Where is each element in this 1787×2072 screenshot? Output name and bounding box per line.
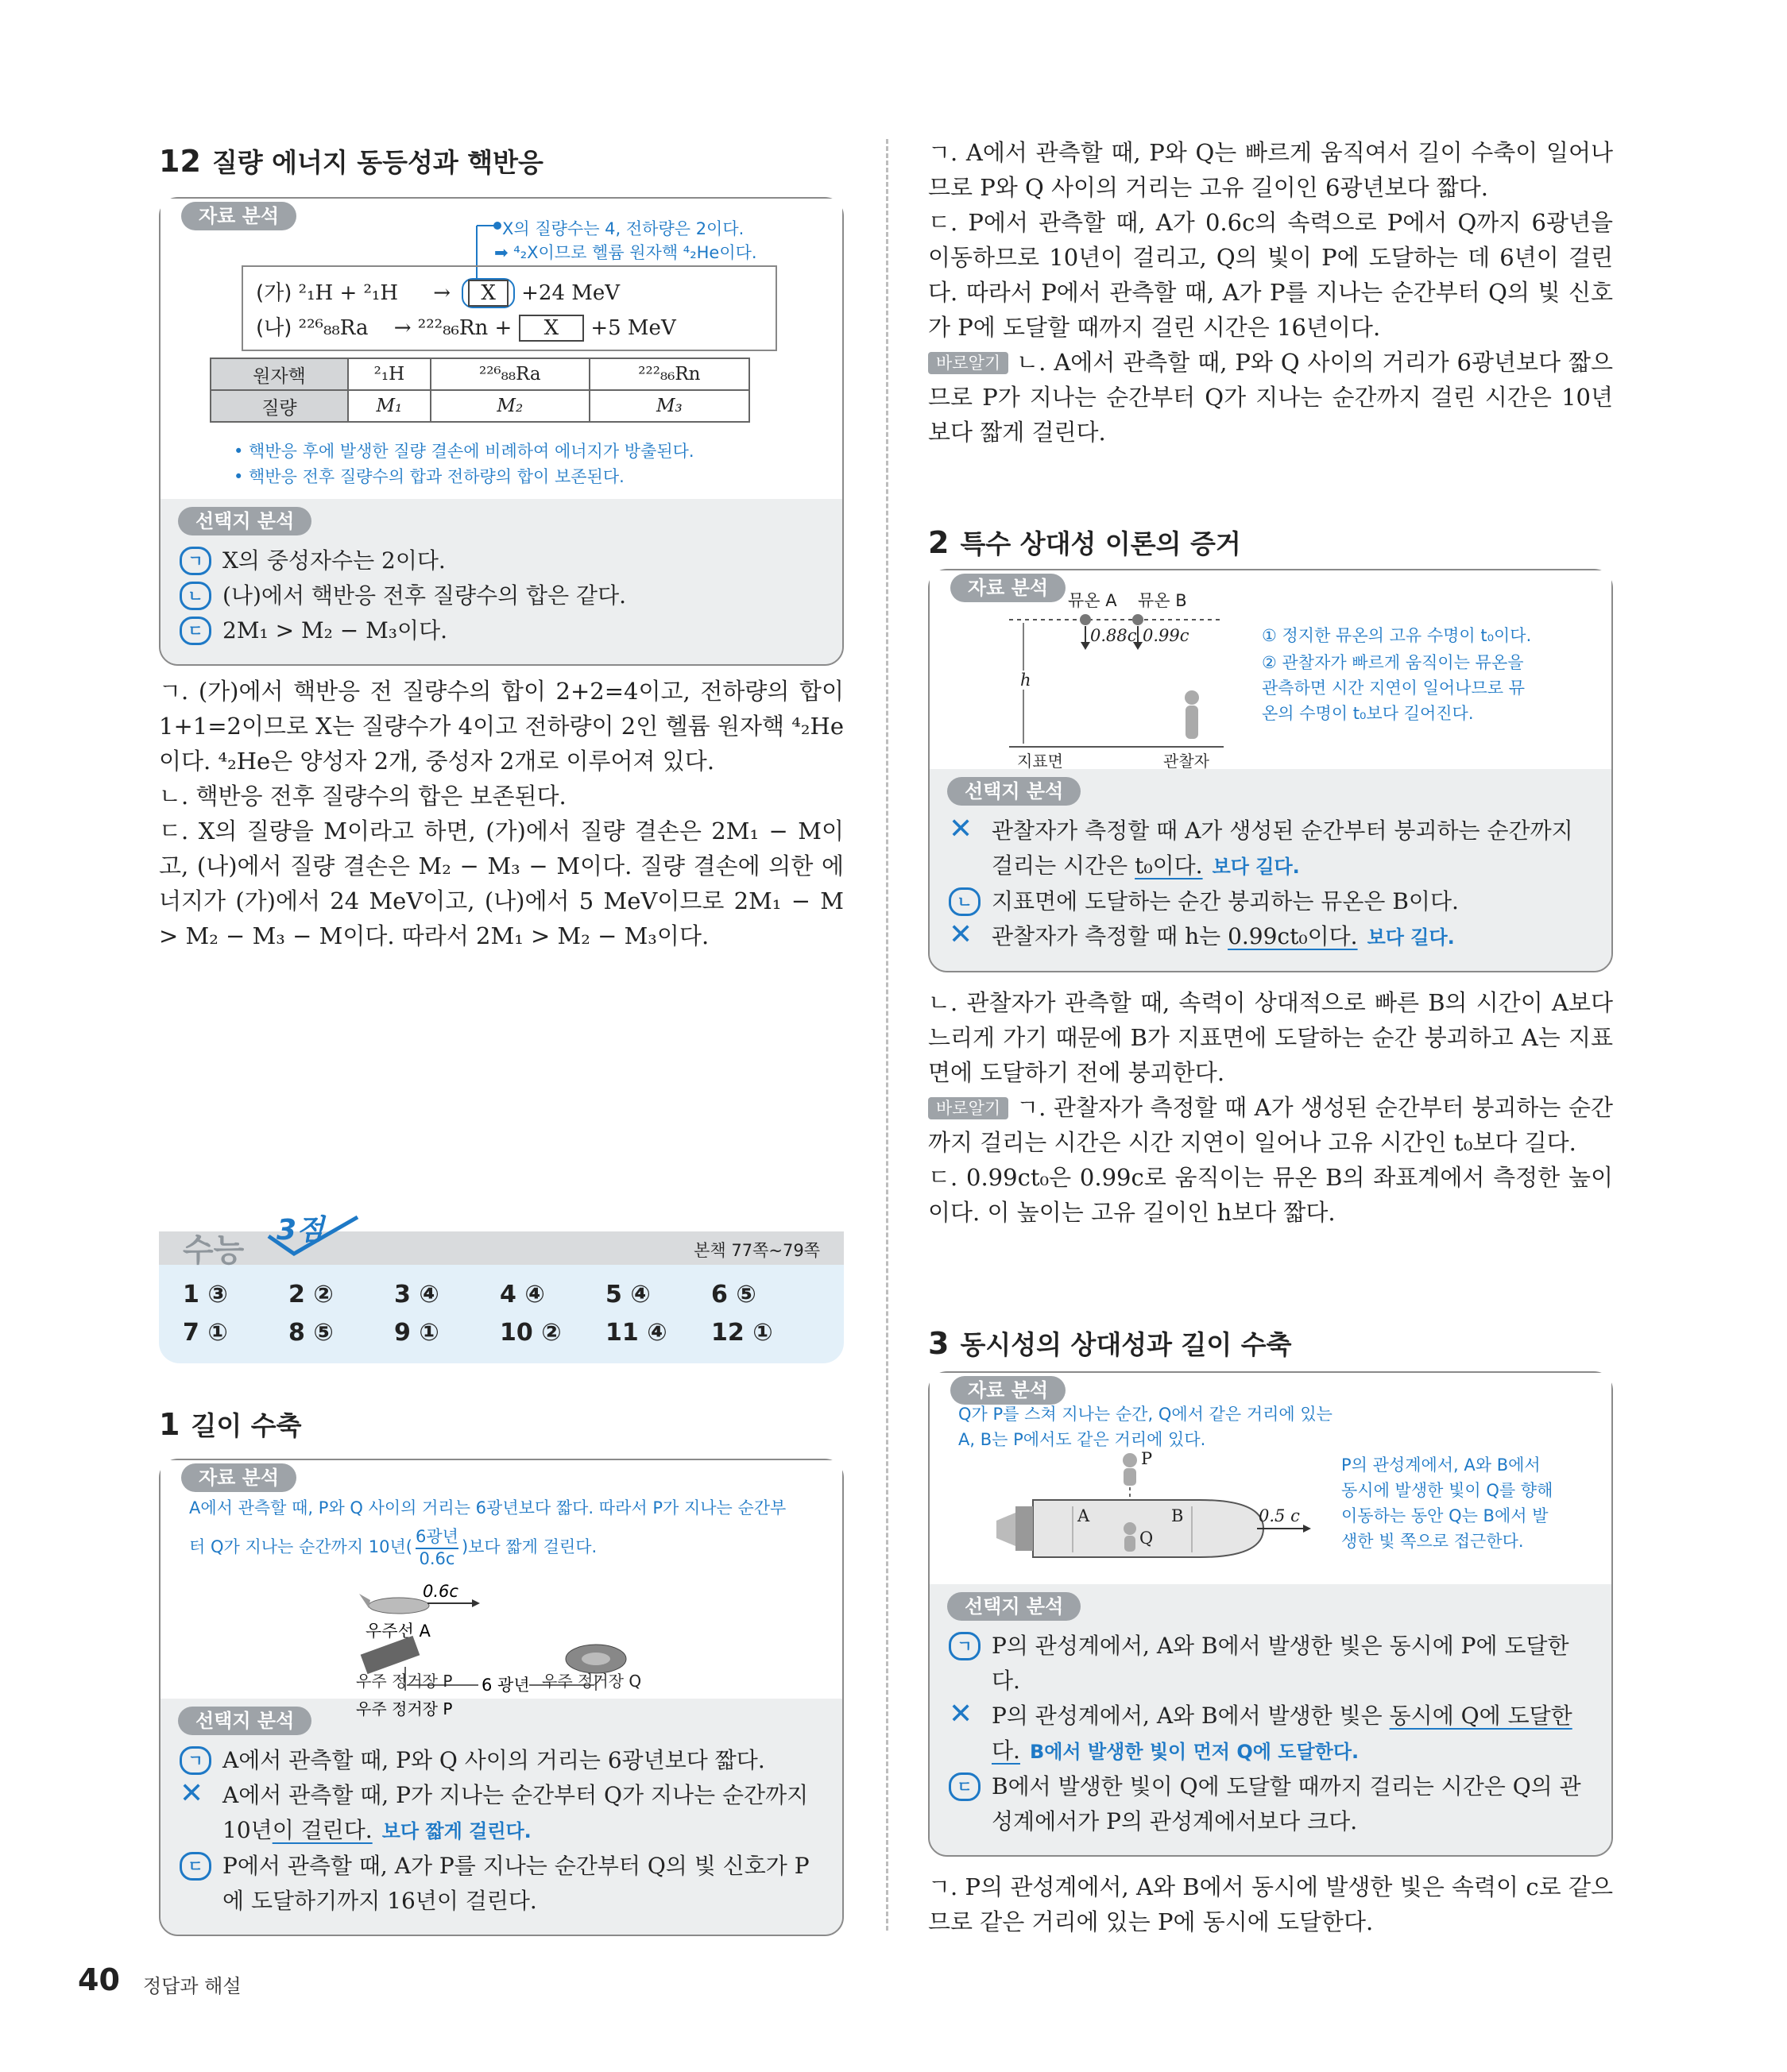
q1-diagram — [161, 1460, 844, 1718]
speed-label: 0.6c — [423, 1582, 458, 1601]
correct-tag: 바로알기 — [928, 352, 1008, 374]
choice-item: ㄷ 2M₁ > M₂ − M₃이다. — [178, 613, 825, 648]
muon-b-icon — [1132, 614, 1143, 625]
correct-mark-icon: ㄷ — [180, 617, 211, 645]
note-proper-lifetime: ① 정지한 뮤온의 고유 수명이 t₀이다. — [1262, 626, 1532, 645]
ground-label: 지표면 — [1017, 752, 1063, 771]
q1-desc-line1: A에서 관측할 때, P와 Q 사이의 거리는 6광년보다 짧다. 따라서 P가 지나는 순간부 — [189, 1498, 787, 1517]
correct-mark-icon: ㄱ — [949, 1632, 981, 1660]
speed-a-label: 0.88c — [1090, 626, 1137, 645]
data-analysis-label: 자료 분석 — [181, 1463, 296, 1492]
q2-data-area — [930, 570, 1611, 769]
correct-mark-icon: ㄷ — [949, 1772, 981, 1801]
page-number: 40 — [78, 1962, 120, 1997]
correct-mark-icon: ㄱ — [180, 1746, 211, 1775]
q3-side-note-1: P의 관성계에서, A와 B에서 — [1341, 1455, 1541, 1475]
observer-label: 관찰자 — [1163, 752, 1209, 771]
wrong-mark-icon: ✕ — [949, 813, 973, 845]
q3-choices — [930, 1584, 1611, 1855]
q2-explanation-1: ㄴ. 관찰자가 관측할 때, 속력이 상대적으로 빠른 B의 시간이 A보다 느리게 가기 때문에 B가 지표면에 도달하는 순간 붕괴하고 A는 지표면에 도달하기 전에 붕괴한다. — [928, 989, 1613, 1086]
correct-mark-icon: ㄴ — [180, 582, 211, 610]
table-header-cell: ²₁H — [348, 358, 431, 390]
table-header-cell: 원자핵 — [211, 358, 348, 390]
q2-box — [928, 569, 1613, 972]
choice-analysis-label: 선택지 분석 — [947, 1592, 1081, 1621]
choice-analysis-label: 선택지 분석 — [947, 777, 1081, 806]
choice-item: ㄷ B에서 발생한 빛이 Q에 도달할 때까지 걸리는 시간은 Q의 관성계에서가 P의 관성계에서보다 크다. — [947, 1769, 1594, 1839]
wrong-mark-icon: ✕ — [949, 1698, 973, 1730]
footer-text: 정답과 해설 — [143, 1975, 242, 1997]
choice-analysis-label: 선택지 분석 — [178, 507, 311, 535]
q3-explanation-1: ㄱ. P의 관성계에서, A와 B에서 동시에 발생한 빛은 속력이 c로 같으므로 같은 거리에 있는 P에 동시에 도달한다. — [928, 1873, 1613, 1935]
q1-explanation-3: 바로알기 ㄴ. A에서 관측할 때, P와 Q 사이의 거리가 6광년보다 짧으므로 P가 지나는 순간부터 Q가 지나는 순간까지 걸린 시간은 10년보다 짧게 걸린다. — [928, 349, 1613, 446]
q3-side-note-2: 동시에 발생한 빛이 Q를 향해 — [1341, 1481, 1553, 1500]
distance-label: 6 광년 — [482, 1676, 530, 1695]
spaceship-icon — [359, 1594, 429, 1614]
right-column — [928, 135, 1613, 1935]
suneung-label: 수능 — [183, 1232, 245, 1269]
q3-desc-line1: Q가 P를 스쳐 지나는 순간, Q에서 같은 거리에 있는 — [958, 1405, 1333, 1424]
q2-explanation-2: 바로알기 ㄱ. 관찰자가 측정할 때 A가 생성된 순간부터 붕괴하는 순간까지 걸리는 시간은 시간 지연이 일어나 고유 시간인 t₀보다 길다. — [928, 1094, 1613, 1156]
muon-a-label: 뮤온 A — [1068, 591, 1117, 610]
q3-data-area — [930, 1373, 1611, 1584]
checkmark-icon — [262, 1212, 366, 1260]
station-p-label: 우주 정거장 P — [356, 1699, 453, 1718]
a-label: A — [1077, 1506, 1090, 1525]
q1-box — [159, 1459, 844, 1936]
q12-box — [159, 197, 844, 666]
bullet-conservation: • 핵반응 전후 질량수의 합과 전하량의 합이 보존된다. — [234, 467, 625, 486]
reaction-ga: (가) ²₁H + ²₁H → X +24 MeV — [256, 276, 620, 308]
q12-title: 12 질량 에너지 동등성과 핵반응 — [159, 144, 543, 179]
table-cell: M₃ — [590, 390, 749, 422]
callout-mass: X의 질량수는 4, 전하량은 2이다. — [502, 219, 745, 238]
height-label: h — [1020, 671, 1031, 690]
choice-analysis-label: 선택지 분석 — [178, 1707, 311, 1735]
note-dilation-1: ② 관찰자가 빠르게 움직이는 뮤온을 — [1262, 653, 1524, 672]
wrong-mark-icon: ✕ — [180, 1777, 204, 1810]
answer-row: 7 ① 8 ⑤ 9 ① 10 ② 11 ④ 12 ① — [183, 1319, 773, 1347]
q-label: Q — [1139, 1529, 1154, 1548]
q2-section — [928, 524, 1613, 1230]
q3-side-note-3: 이동하는 동안 Q는 B에서 발 — [1341, 1506, 1549, 1525]
muon-a-icon — [1080, 614, 1091, 625]
q12-explanation-2: ㄴ. 핵반응 전후 질량수의 합은 보존된다. — [159, 783, 567, 810]
choice-item: ✕ 관찰자가 측정할 때 h는 0.99ct₀이다. 보다 길다. — [949, 918, 1455, 951]
table-cell: M₂ — [431, 390, 590, 422]
q3-section — [928, 1325, 1613, 1939]
choice-item: ㄱ A에서 관측할 때, P와 Q 사이의 거리는 6광년보다 짧다. — [178, 1743, 825, 1778]
table-header-cell: ²²⁶₈₈Ra — [431, 358, 590, 390]
three-point-badge: 3점 — [277, 1214, 324, 1247]
b-label: B — [1171, 1506, 1184, 1525]
table-cell: 질량 — [211, 390, 348, 422]
speed-label: 0.5 c — [1259, 1506, 1300, 1525]
muon-b-label: 뮤온 B — [1138, 591, 1187, 610]
column-divider — [886, 139, 888, 1931]
answer-key — [159, 1214, 844, 1363]
q1-choices — [161, 1699, 842, 1935]
table-cell: M₁ — [348, 390, 431, 422]
q1-explanation-2: ㄷ. P에서 관측할 때, A가 0.6c의 속력으로 P에서 Q까지 6광년을 이동하므로 10년이 걸리고, Q의 빛이 P에 도달하는 데 6년이 걸린다. 따라서 P에서 관측할 때, A가 P를 지나는 순간부터 Q의 빛 신호가 P에 도달할 때까지 걸린 시간은 16년이다. — [928, 209, 1613, 341]
q2-title: 2 특수 상대성 이론의 증거 — [928, 525, 1241, 560]
reaction-box — [242, 265, 777, 351]
ship-label: 우주선 A — [366, 1622, 431, 1641]
answer-grid — [159, 1265, 844, 1363]
bullet-mass-defect: • 핵반응 후에 발생한 질량 결손에 비례하여 에너지가 방출된다. — [234, 442, 694, 461]
q2-choices — [930, 769, 1611, 971]
station-q-text: 우주 정거장 Q — [542, 1672, 642, 1691]
station-p-text: 우주 정거장 P — [356, 1672, 453, 1691]
correct-tag: 바로알기 — [928, 1097, 1008, 1119]
q12-data-area — [161, 199, 842, 499]
data-analysis-label: 자료 분석 — [950, 1376, 1066, 1405]
note-dilation-2: 관측하면 시간 지연이 일어나므로 뮤 — [1262, 678, 1525, 698]
choice-item: ㄴ 지표면에 도달하는 순간 붕괴하는 뮤온은 B이다. — [947, 884, 1594, 919]
choice-item: ㄱ X의 중성자수는 2이다. — [178, 543, 825, 578]
q3-desc-line2: A, B는 P에서도 같은 거리에 있다. — [958, 1430, 1206, 1449]
reaction-na: (나) ²²⁶₈₈Ra → ²²²₈₆Rn + X +5 MeV — [256, 316, 676, 340]
choice-item: ㄱ P의 관성계에서, A와 B에서 발생한 빛은 동시에 P에 도달한다. — [947, 1629, 1594, 1699]
answer-row: 1 ③ 2 ② 3 ④ 4 ④ 5 ④ 6 ⑤ — [183, 1281, 756, 1309]
astronaut-p-icon — [1123, 1453, 1137, 1486]
q1-title: 1 길이 수축 — [159, 1407, 302, 1442]
speed-b-label: 0.99c — [1143, 626, 1189, 645]
choice-item: ✕ A에서 관측할 때, P가 지나는 순간부터 Q가 지나는 순간까지 10년이 걸린다. 보다 짧게 걸린다. — [180, 1777, 809, 1843]
q3-side-note-4: 생한 빛 쪽으로 접근한다. — [1341, 1532, 1524, 1551]
choice-item: ✕ P의 관성계에서, A와 B에서 발생한 빛은 동시에 Q에 도달한다. B에서 발생한 빛이 먼저 Q에 도달한다. — [949, 1698, 1572, 1764]
q1-section — [159, 1406, 844, 1936]
q1-data-area — [161, 1460, 842, 1718]
correct-mark-icon: ㄷ — [180, 1852, 211, 1881]
q12-explanation-3: ㄷ. X의 질량을 M이라고 하면, (가)에서 질량 결손은 2M₁ − M이고, (나)에서 질량 결손은 M₂ − M₃ − M이다. 질량 결손에 의한 에너지가 (가)에서 24 MeV이고, (나)에서 5 MeV이므로 2M₁ − M > M₂ − M₃ − M이다. 따라서 2M₁ > M₂ − M₃이다. — [159, 818, 844, 949]
observer-icon — [1185, 690, 1199, 739]
data-analysis-label: 자료 분석 — [181, 202, 296, 230]
left-column — [159, 135, 844, 1914]
callout-helium: ➡ ⁴₂X이므로 헬륨 원자핵 ⁴₂He이다. — [494, 243, 757, 262]
choice-item: ㄴ (나)에서 핵반응 전후 질량수의 합은 같다. — [178, 578, 825, 613]
page-ref: 본책 77쪽~79쪽 — [694, 1241, 820, 1260]
q3-title: 3 동시성의 상대성과 길이 수축 — [928, 1326, 1292, 1361]
wrong-mark-icon: ✕ — [949, 918, 973, 951]
correct-mark-icon: ㄱ — [180, 547, 211, 575]
q2-explanation-3: ㄷ. 0.99ct₀은 0.99c로 움직이는 뮤온 B의 좌표계에서 측정한 높이이다. 이 높이는 고유 길이인 h보다 짧다. — [928, 1164, 1613, 1226]
note-dilation-3: 온의 수명이 t₀보다 길어진다. — [1262, 704, 1474, 723]
q12-choices — [161, 499, 842, 664]
p-label: P — [1141, 1449, 1153, 1468]
q12-explanation-1: ㄱ. (가)에서 핵반응 전 질량수의 합이 2+2=4이고, 전하량의 합이 1+1=2이므로 X는 질량수가 4이고 전하량이 2인 헬륨 원자핵 ⁴₂He이다. ⁴₂He은 양성자 2개, 중성자 2개로 이루어져 있다. — [159, 678, 844, 775]
q3-diagram — [930, 1373, 1343, 1584]
q1-explanation-1: ㄱ. A에서 관측할 때, P와 Q는 빠르게 움직여서 길이 수축이 일어나므로 P와 Q 사이의 거리는 고유 길이인 6광년보다 짧다. — [928, 139, 1613, 201]
choice-item: ㄷ P에서 관측할 때, A가 P를 지나는 순간부터 Q의 빛 신호가 P에 도달하기까지 16년이 걸린다. — [178, 1849, 825, 1919]
mass-table — [210, 358, 750, 423]
table-header-cell: ²²²₈₆Rn — [590, 358, 749, 390]
q1-desc-line2: 터 Q가 지나는 순간까지 10년( 6광년 0.6c )보다 짧게 걸린다. — [189, 1524, 597, 1568]
correct-mark-icon: ㄴ — [949, 887, 981, 916]
data-analysis-label: 자료 분석 — [950, 574, 1066, 602]
q3-box — [928, 1371, 1613, 1857]
choice-item: ✕ 관찰자가 측정할 때 A가 생성된 순간부터 붕괴하는 순간까지 걸리는 시간은 t₀이다. 보다 길다. — [949, 813, 1573, 879]
answer-key-header — [159, 1214, 844, 1269]
